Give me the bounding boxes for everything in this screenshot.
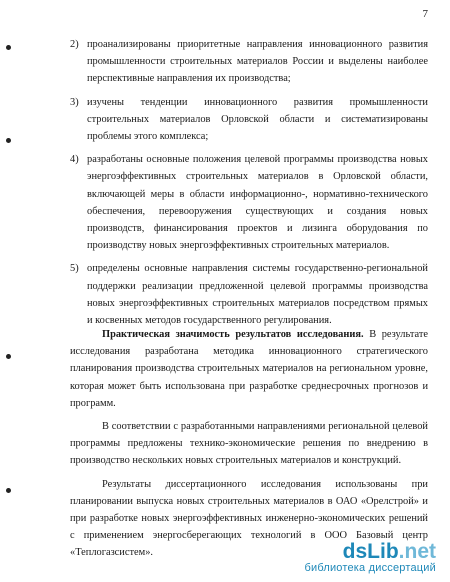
watermark-tagline: библиотека диссертаций <box>304 562 436 574</box>
margin-dot <box>6 45 11 50</box>
practical-significance-paragraph <box>70 326 428 412</box>
watermark-logo: dsLib.net <box>342 540 436 563</box>
paragraph: В соответствии с разработанными направлениями региональной целевой программы предложены технико-экономические решения по внедрению в производство нескольких новых строительных материалов и конструкций. <box>70 421 428 467</box>
list-item-text: разработаны основные положения целевой программы производства новых энергоэффективных строительных материалов в Орловской области, включающей меры в области информационно-, нормативно-технического обеспечения, перевооружения существующих и создания новых производств, финансирования проектов и лизинга оборудования по производству новых энергоэффективных строительных материалов. <box>87 154 428 252</box>
list-item <box>70 260 428 329</box>
paragraph: Результаты диссертационного исследования использованы при планировании выпуска новых строительных материалов в ОАО «Орелстрой» и при разработке новых энергоэффективных инженерно-экономических решений с применением энергосберегающих технологий в ООО Базовый центр «Теплогазсистем». <box>70 478 428 559</box>
list-item-number: 4) <box>70 154 79 166</box>
list-item-text: проанализированы приоритетные направления инновационного развития промышленности строительных материалов России и выделены наиболее перспективные направления их производства; <box>87 39 428 85</box>
margin-dot <box>6 354 11 359</box>
list-item <box>70 36 428 88</box>
practical-significance-text: В результате исследования разработана методика инновационного стратегического планирования производства строительных материалов на региональном уровне, которая может быть использована при разработке среднесрочных прогнозов и программ. <box>70 329 428 409</box>
margin-dot <box>6 138 11 143</box>
practical-significance-heading: Практическая значимость результатов исследования. <box>102 329 364 340</box>
margin-dot <box>6 488 11 493</box>
list-item-text: определены основные направления системы государственно-региональной поддержки реализации предложенной целевой программы производства новых энергоэффективных строительных материалов посредством прямых и косвенных методов государственного регулирования. <box>87 263 428 327</box>
page-number: 7 <box>422 8 428 20</box>
list-item-number: 5) <box>70 263 79 275</box>
list-item-number: 2) <box>70 39 79 50</box>
numbered-list <box>70 36 428 335</box>
list-item <box>70 151 428 254</box>
watermark <box>304 541 436 574</box>
list-item-text: изучены тенденции инновационного развития промышленности строительных материалов Орловской области и систематизированы проблемы этого комплекса; <box>87 96 428 143</box>
list-item <box>70 94 428 146</box>
list-item-number: 3) <box>70 96 79 108</box>
body-paragraphs <box>70 326 428 568</box>
